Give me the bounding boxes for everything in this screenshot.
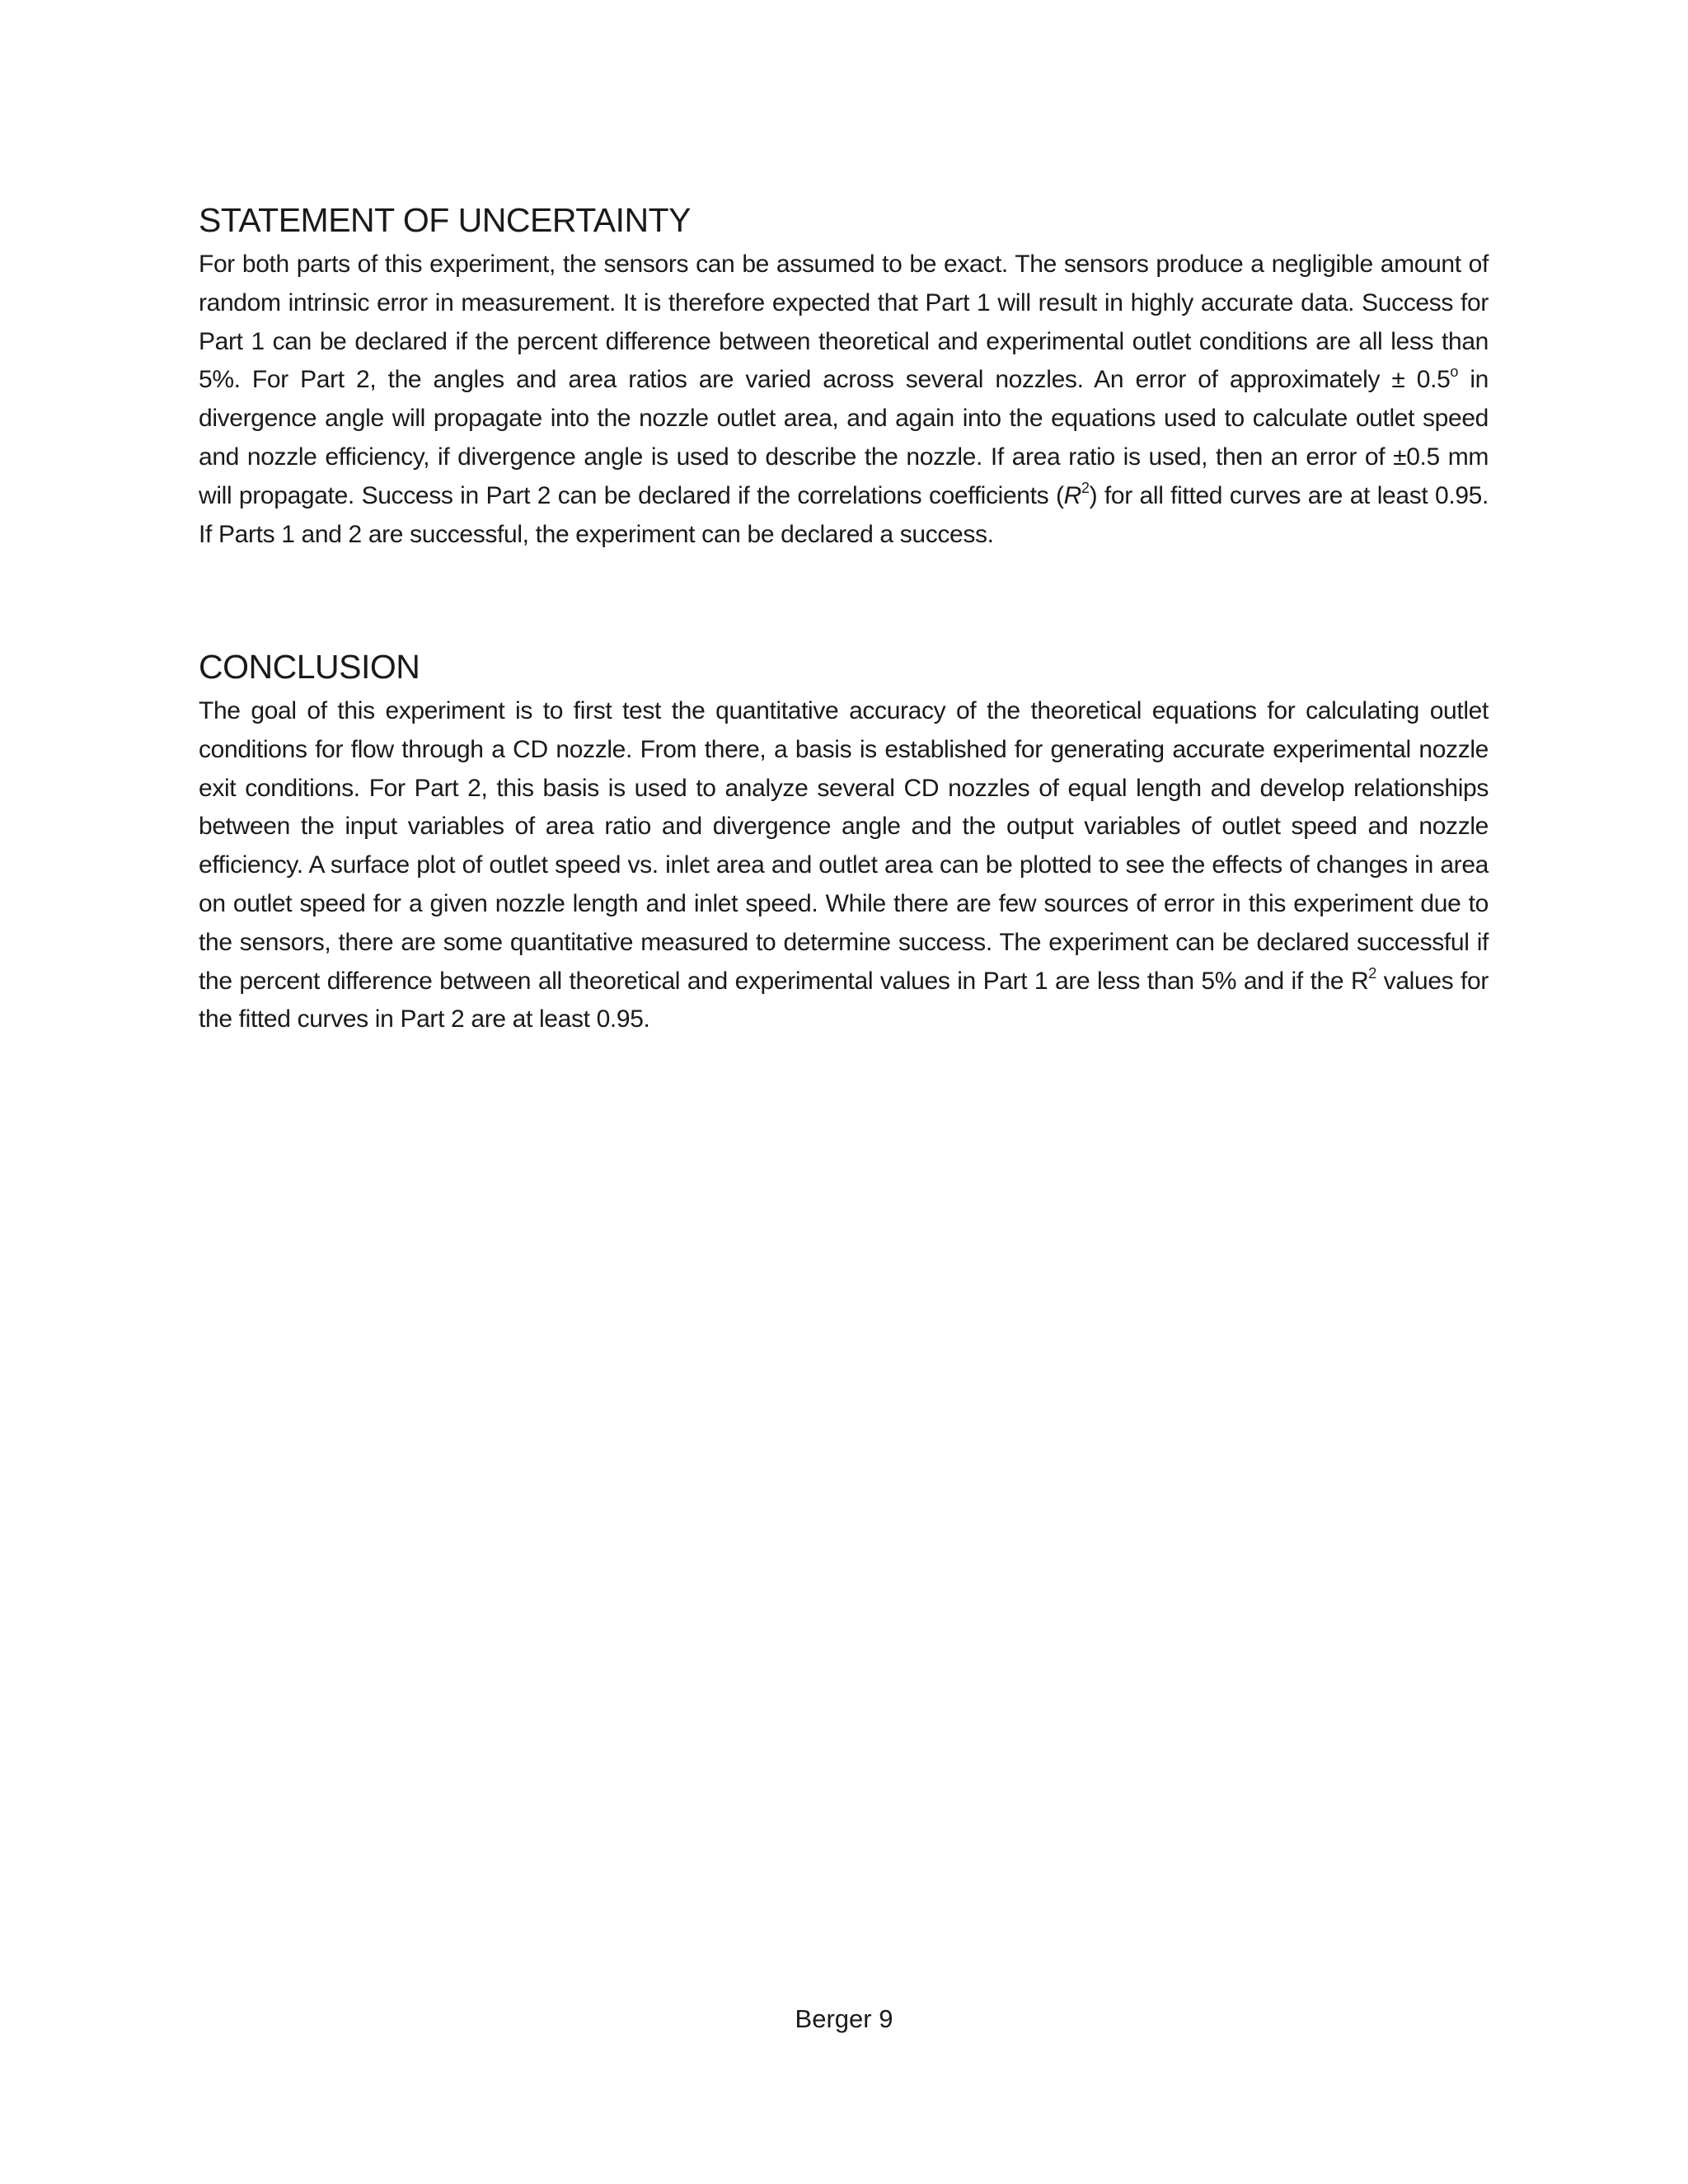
section-heading: STATEMENT OF UNCERTAINTY — [199, 201, 691, 239]
text-run: The goal of this experiment is to first test the quantitative accuracy of the theoretical equations for calculating outlet conditions for flow through a CD nozzle. From there, a basis is established for generating accurate experimental nozzle exit conditions. For Part 2, this basis is used to analyze several CD nozzles of equal length and develop relationships between the input variables of area ratio and divergence angle and the output variables of outlet speed and nozzle efficiency. A surface plot of outlet speed vs. inlet area and outlet area can be plotted to see the effects of changes in area on outlet speed for a given nozzle length and inlet speed. While there are few sources of error in this experiment due to the sensors, there are some quantitative measured to determine success. The experiment can be declared successful if the percent difference between all theoretical and experimental values in Part 1 are less than 5% and if the R — [199, 697, 1489, 995]
superscript: 2 — [1081, 479, 1090, 496]
page-footer: Berger 9 — [795, 2004, 893, 2033]
text-run: values for the fitted curves in Part 2 are at least 0.95. — [199, 967, 1489, 1033]
text-run: ) for all fitted curves are at least 0.95. If Parts 1 and 2 are successful, the experiment can be declared a success. — [199, 481, 1489, 548]
italic-symbol: R — [1063, 481, 1081, 509]
superscript: 2 — [1368, 964, 1376, 982]
section-paragraph — [199, 692, 1489, 1039]
text-run: For both parts of this experiment, the sensors can be assumed to be exact. The sensors produce a negligible amount of random intrinsic error in measurement. It is therefore expected that Part 1 will result in highly accurate data. Success for Part 1 can be declared if the percent difference between theoretical and experimental outlet conditions are all less than 5%. For Part 2, the angles and area ratios are varied across several nozzles. An error of approximately ± 0.5 — [199, 251, 1489, 394]
section-statement-of-uncertainty — [199, 196, 1489, 554]
superscript: o — [1450, 363, 1459, 381]
section-heading: CONCLUSION — [199, 648, 420, 686]
section-paragraph — [199, 246, 1489, 554]
text-run: in divergence angle will propagate into the nozzle outlet area, and again into the equations used to calculate outlet speed and nozzle efficiency, if divergence angle is used to describe the nozzle. If area ratio is used, then an error of ±0.5 mm will propagate. Success in Part 2 can be declared if the correlations coefficients ( — [199, 366, 1489, 509]
section-conclusion — [199, 643, 1489, 1039]
